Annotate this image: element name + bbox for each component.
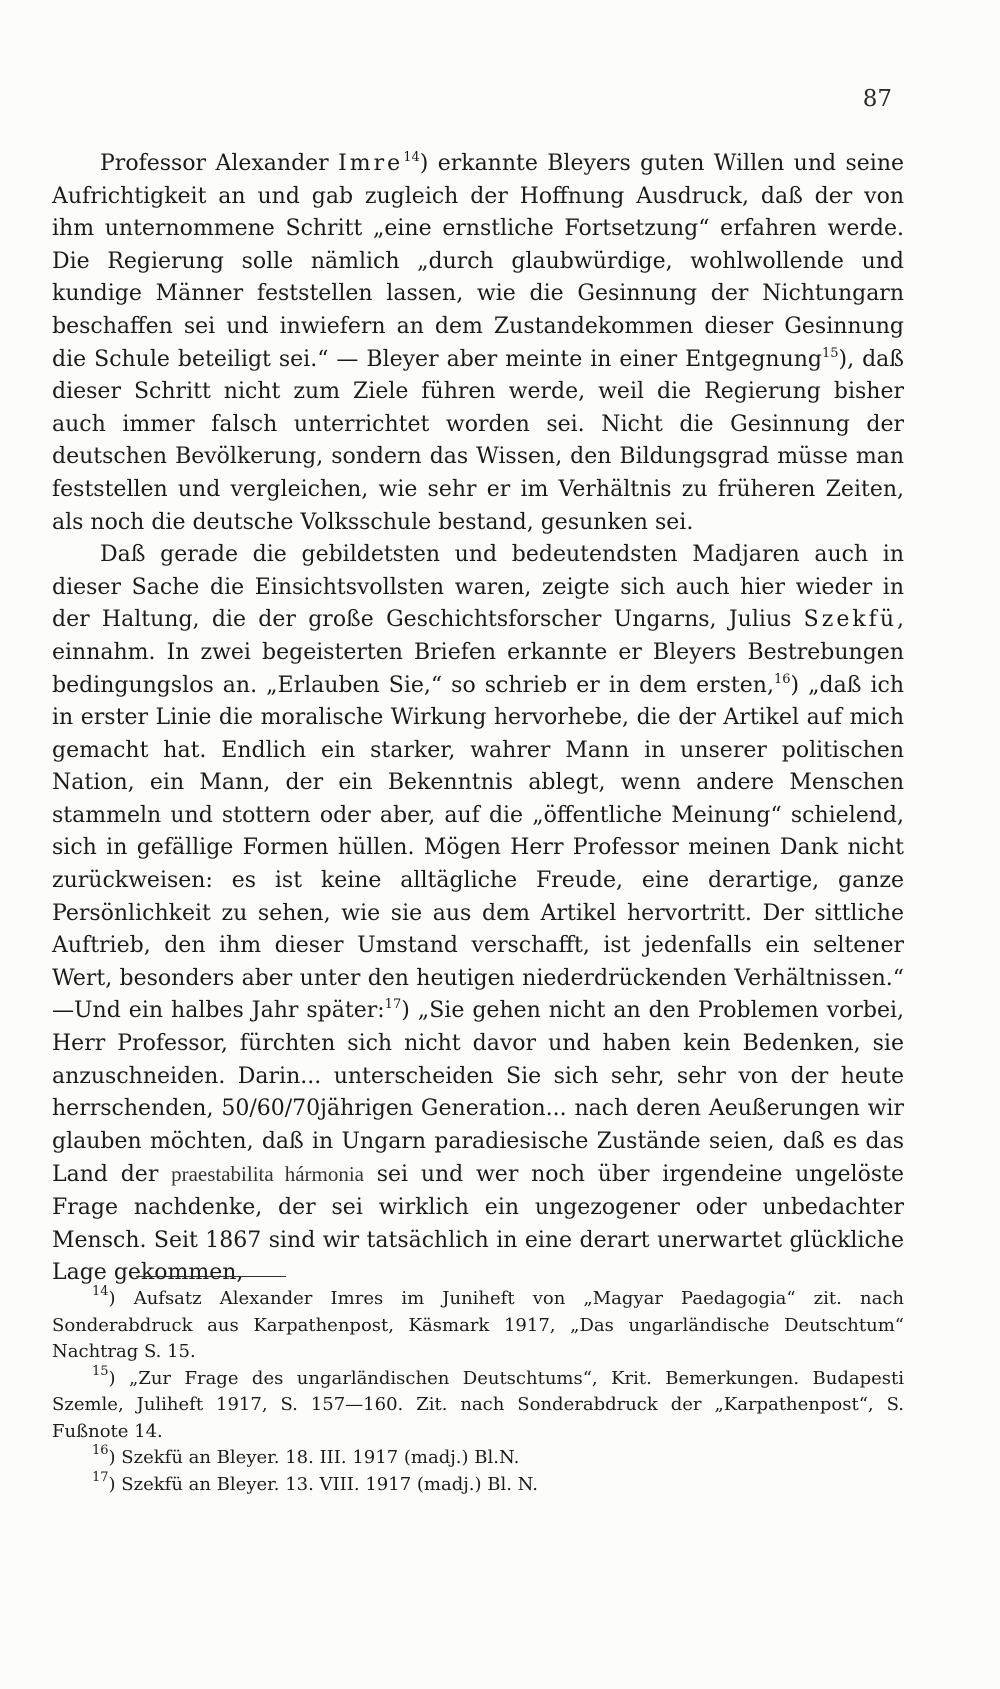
footnote-text: ) Aufsatz Alexander Imres im Juniheft von „Magyar Paedagogia“ zit. nach Sonderabdruck aus Karpathenpost, Käsmark 1917, „Das ungarländische Deutschtum“ Nachtrag S. 15. bbox=[52, 1288, 904, 1362]
page-number: 87 bbox=[862, 86, 892, 112]
footnote-ref-15[interactable]: 15 bbox=[822, 345, 839, 361]
spaced-name-imre: Imre bbox=[338, 151, 404, 176]
footnote-ref-17[interactable]: 17 bbox=[384, 997, 402, 1013]
paragraph-1: Professor Alexander Imre$^{14}$) erkannte Bleyers guten Willen und seine Aufrichtigkeit an und gab zugleich der Hoffnung Ausdruck, daß der von ihm unternommene Schritt „eine ernstliche Fortsetzung“ erfahren werde. Die Regierung solle nämlich „durch glaubwürdige, wohlwollende und kundige Männer feststellen lassen, wie die Gesinnung der Nichtungarn beschaffen sei und inwiefern an dem Zustandekommen dieser Gesinnung die Schule beteiligt sei.“ — Bleyer aber meinte in einer Entgegnung$^{15}$), daß dieser Schritt nicht zum Ziele führen werde, weil die Regierung bisher auch immer falsch unterrichtet worden sei. Nicht die Gesinnung der deutschen Bevölkerung, sondern das Wissen, den Bildungsgrad müsse man feststellen und vergleichen, wie sehr er im Verhältnis zu früheren Zeiten, als noch die deutsche Volksschule bestand, gesunken sei. bbox=[52, 150, 905, 535]
footnote-ref-14[interactable]: 14 bbox=[403, 150, 420, 165]
paragraph-2: Daß gerade die gebildetsten und bedeutendsten Madjaren auch in dieser Sache die Einsichtsvollsten waren, zeigte sich auch hier wieder in der Haltung, die der große Geschichtsforscher Ungarns, Julius Szekfü, einnahm. In zwei begeisterten Briefen erkannte er Bleyers Bestrebungen bedingungslos an. „Erlauben Sie,“ so schrieb er in dem ersten,$^{16}$) „daß ich in erster Linie die moralische Wirkung hervorhebe, die der Artikel auf mich gemacht hat. Endlich ein starker, wahrer Mann in unserer politischen Nation, ein Mann, der ein Bekenntnis ablegt, wenn andere Menschen stammeln und stottern oder aber, auf die „öffentliche Meinung“ schielend, sich in gefällige Formen hüllen. Mögen Herr Professor meinen Dank nicht zurückweisen: es ist keine alltägliche Freude, eine derartige, ganze Persönlichkeit zu sehen, wie sie aus dem Artikel hervortritt. Der sittliche Auftrieb, den ihm dieser Umstand verschafft, ist jedenfalls ein seltener Wert, besonders aber unter den heutigen niederdrückenden Verhältnissen.“ —Und ein halbes Jahr später:$^{17}$) „Sie gehen nicht an den Problemen vorbei, Herr Professor, fürchten sich nicht davor und haben kein Bedenken, sie anzuschneiden. Darin... unterscheiden Sie sich sehr, sehr von der heute herrschenden, 50/60/70jährigen Generation... nach deren Aeußerungen wir glauben möchten, daß in Ungarn paradiesische Zustände seien, daß es das Land der praestabilita hármonia sei und wer noch über irgendeine ungelöste Frage nachdenke, der sei wirklich ein ungezogener oder unbedachter Mensch. Seit 1867 sind wir tatsächlich in eine derart unerwartet glückliche Lage gekommen, bbox=[52, 542, 905, 1286]
footnote-mark: 16 bbox=[92, 1443, 109, 1458]
footnote-text: ) Szekfü an Bleyer. 13. VIII. 1917 (madj.) Bl. N. bbox=[108, 1473, 539, 1495]
spaced-name-szekfue: Szekfü bbox=[803, 607, 897, 633]
footnote-16 bbox=[52, 1445, 904, 1472]
footnote-text: ) Szekfü an Bleyer. 18. III. 1917 (madj.) Bl.N. bbox=[108, 1447, 520, 1468]
footnote-mark: 17 bbox=[92, 1469, 109, 1485]
footnote-14 bbox=[52, 1286, 904, 1366]
footnote-text: ) „Zur Frage des ungarländischen Deutschtums“, Krit. Bemerkungen. Budapesti Szemle, Juliheft 1917, S. 157—160. Zit. nach Sonderabdruck der „Karpathenpost“, S. Fußnote 14. bbox=[52, 1367, 904, 1442]
footnote-17 bbox=[52, 1469, 904, 1499]
footnote-mark: 14 bbox=[92, 1284, 109, 1299]
footnote-15 bbox=[52, 1363, 904, 1446]
main-text bbox=[52, 148, 904, 1290]
footnote-ref-16[interactable]: 16 bbox=[773, 671, 791, 687]
footnote-mark: 15 bbox=[92, 1363, 109, 1379]
footnotes bbox=[52, 1286, 904, 1498]
latin-phrase: praestabilita hármonia bbox=[171, 1162, 364, 1187]
footnote-separator bbox=[136, 1276, 286, 1277]
